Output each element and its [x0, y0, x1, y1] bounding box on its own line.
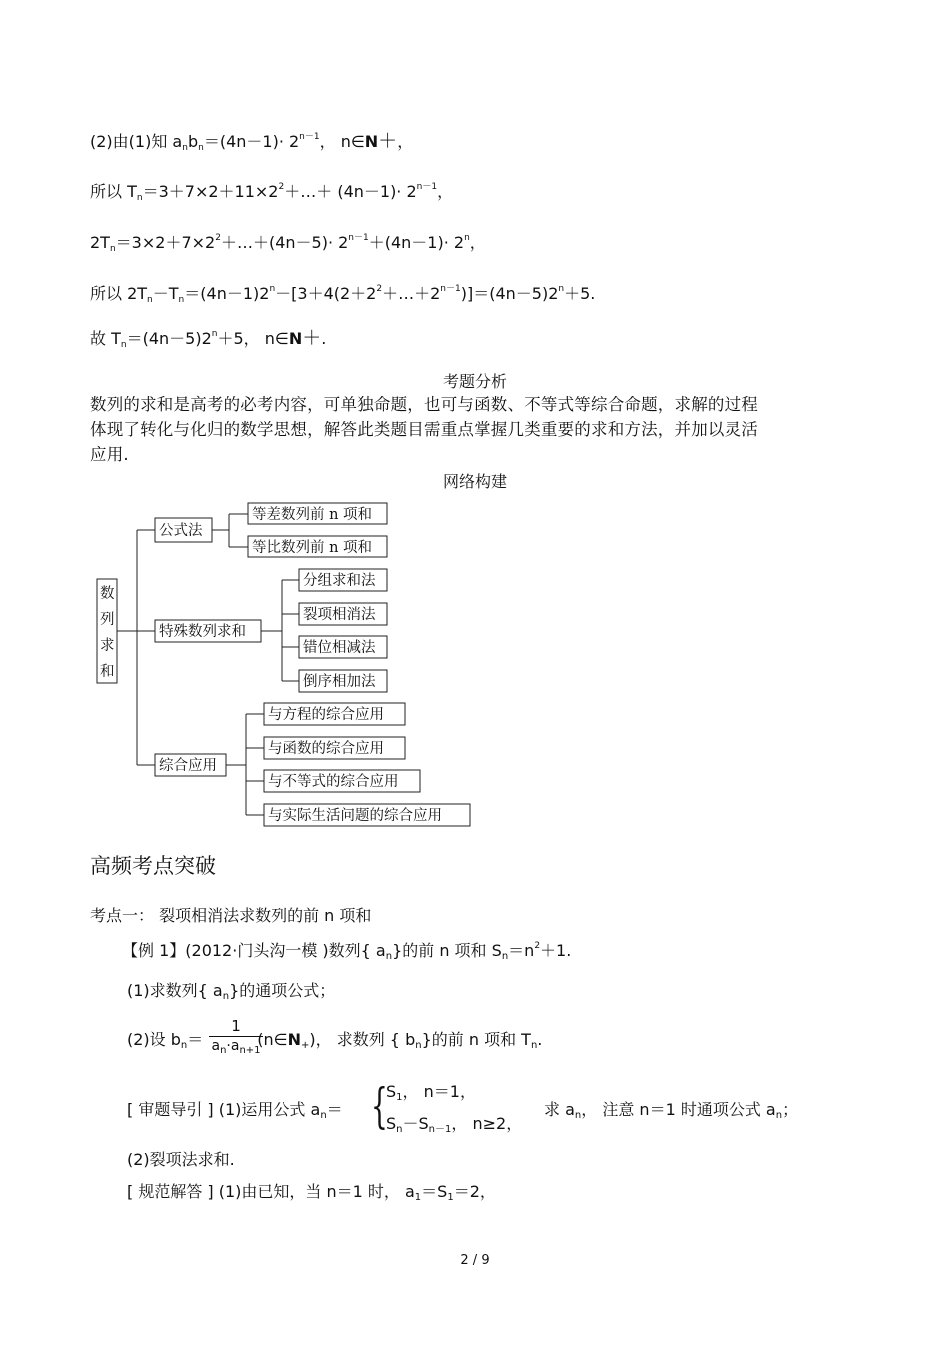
branch-application: 综合应用	[159, 758, 217, 774]
fraction-numerator: 1	[231, 1017, 241, 1035]
example-heading: 【例 1】(2012·门头沟一模 )数列{ $a_n$}的前 n 项和 $S_n=n^2+1$.	[122, 941, 572, 962]
review-guide-line2: (2)裂项法求和.	[127, 1150, 235, 1169]
formula-line-5: 故 $T_n=(4n-5)2^n+5$， n∈N＋.	[90, 327, 327, 350]
case-1: $S_1$， n＝1，	[386, 1082, 476, 1103]
leaf-function: 与函数的综合应用	[268, 741, 384, 757]
section-heading: 高频考点突破	[90, 854, 216, 878]
leaf-group-sum: 分组求和法	[303, 573, 376, 589]
fraction	[209, 1018, 263, 1054]
leaf-geometric-sum: 等比数列前 n 项和	[252, 540, 373, 556]
branch-formula: 公式法	[159, 523, 203, 539]
review-guide-cont: 求 $a_n$， 注意 n＝1 时通项公式 $a_n$；	[544, 1100, 799, 1121]
leaf-shift-subtract: 错位相减法	[303, 640, 376, 656]
review-guide: [ 审题导引 ] (1)运用公式 $a_n=$	[127, 1100, 343, 1121]
question-1: (1)求数列{ $a_n$}的通项公式；	[127, 981, 336, 1002]
kaodian-title: 考点一： 裂项相消法求数列的前 n 项和	[90, 906, 372, 925]
leaf-inequality: 与不等式的综合应用	[268, 774, 399, 790]
root-char: 列	[100, 612, 115, 628]
root-char: 求	[100, 638, 115, 654]
formula-line-1: (2)由(1)知 $a_nb_n=(4n-1)\cdot 2^{n-1}$， n∈N＋，	[90, 130, 414, 153]
root-char: 和	[100, 664, 115, 680]
leaf-arithmetic-sum: 等差数列前 n 项和	[252, 507, 373, 523]
analysis-paragraph: 数列的求和是高考的必考内容，可单独命题，也可与函数、不等式等综合命题，求解的过程 体现了转化与化归的数学思想，解答此类题目需重点掌握几类重要的求和方法，并加以灵活 应用.	[90, 395, 758, 464]
formula-line-2: 所以 $T_n=3+7\times 2+11\times 2^2+\dots+ (4n-1)\cdot 2^{n-1}$，	[90, 182, 454, 203]
fraction-denominator: $a_n\cdot a_{n+1}$	[211, 1038, 261, 1056]
page-number: 2 / 9	[460, 1253, 490, 1268]
section-title-analysis: 考题分析	[442, 372, 507, 391]
leaf-real-life: 与实际生活问题的综合应用	[268, 808, 442, 824]
branch-special: 特殊数列求和	[159, 624, 246, 640]
formula-line-3: $2T_n=3\times 2+7\times 2^2+\dots+(4n-5)\cdot 2^{n-1}+(4n-1)\cdot 2^n$，	[90, 233, 486, 254]
leaf-reverse-add: 倒序相加法	[303, 674, 376, 690]
case-2: $S_n-S_{n-1}$， n≥2，	[386, 1114, 523, 1135]
leaf-telescoping: 裂项相消法	[303, 607, 376, 623]
section-title-network: 网络构建	[442, 472, 507, 491]
question-2: (2)设 $b_n=$ $(n\in N_+)$， 求数列 { $b_n$}的前 n 项和 $T_n$.	[127, 1030, 543, 1051]
root-char: 数	[100, 586, 115, 602]
cases-brace: {	[371, 1078, 388, 1134]
formula-line-4: 所以 $2T_n-T_n=(4n-1)2^n-[3+4(2+2^2+\dots+2^{n-1})]=(4n-5)2^n+5$.	[90, 284, 596, 305]
standard-solution: [ 规范解答 ] (1)由已知，当 n＝1 时， $a_1=S_1=2$，	[127, 1182, 496, 1203]
leaf-equation: 与方程的综合应用	[268, 707, 384, 723]
